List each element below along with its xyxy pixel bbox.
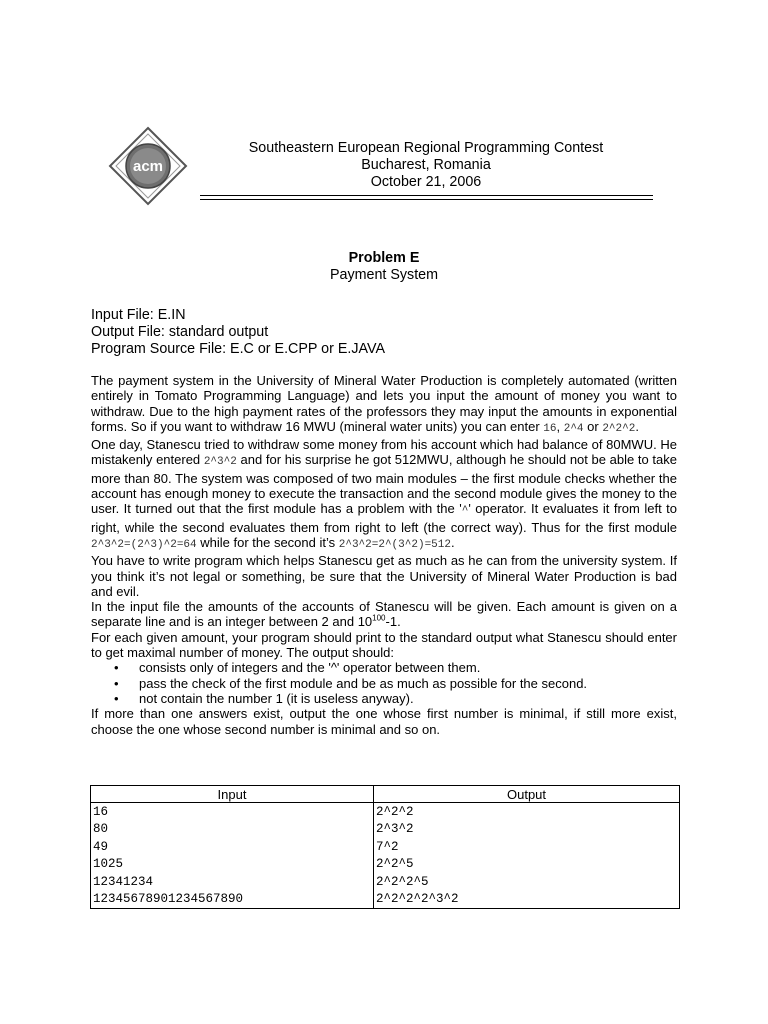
list-item: • not contain the number 1 (it is useless anyway). bbox=[91, 691, 677, 706]
output-cell: 7^2 bbox=[374, 838, 680, 856]
header-rule bbox=[200, 195, 653, 200]
paragraph-task: You have to write program which helps Stanescu get as much as he can from the university system. If you think it’s not legal or something, be sure that the University of Mineral Water Production is bad and evil. bbox=[91, 553, 677, 599]
paragraph-story: One day, Stanescu tried to withdraw some money from his account which had balance of 80MWU. He mistakenly entered 2^3^2 and for his surprise he got 512MWU, although he should not be able to take more than 80. The system was composed of two main modules – the first module checks whether the account has enough money to execute the transaction and the second module gives the money to the user. It turned out that the first module has a problem with the '^' operator. It evaluates it from left to right, while the second evaluates them from right to left (the correct way). Thus for the first module 2^3^2=(2^3)^2=64 while for the second it’s 2^3^2=2^(3^2)=512. bbox=[91, 437, 677, 551]
input-cell: 12341234 bbox=[91, 873, 374, 891]
contest-header bbox=[200, 140, 652, 191]
output-cell: 2^2^2^5 bbox=[374, 873, 680, 891]
output-cell: 2^3^2 bbox=[374, 821, 680, 839]
problem-title: Problem E bbox=[348, 250, 420, 266]
table-row bbox=[91, 856, 680, 874]
input-cell: 12345678901234567890 bbox=[91, 891, 374, 909]
output-cell: 2^2^2^2^3^2 bbox=[374, 891, 680, 909]
paragraph-output: For each given amount, your program should print to the standard output what Stanescu should enter to get maximal number of money. The output should: bbox=[91, 629, 677, 661]
table-row bbox=[91, 891, 680, 909]
file-info bbox=[91, 307, 385, 358]
output-file: Output File: standard output bbox=[91, 324, 269, 340]
input-cell: 16 bbox=[91, 803, 374, 821]
table-header-row bbox=[91, 786, 680, 803]
paragraph-input: In the input file the amounts of the accounts of Stanescu will be given. Each amount is given on a separate line and is an integer between 2 and $10^{100}-1$. bbox=[91, 599, 677, 630]
paragraph-tiebreak: If more than one answers exist, output the one whose first number is minimal, if still more exist, choose the one whose second number is minimal and so on. bbox=[91, 706, 677, 737]
list-item: • consists only of integers and the '^' operator between them. bbox=[91, 660, 677, 675]
table-row bbox=[91, 838, 680, 856]
paragraph-intro: The payment system in the University of Mineral Water Production is completely automated (written entirely in Tomato Programming Language) and lets you input the amount of money you want to withdraw. Due to the high payment rates of the professors they may input the amounts in exponential forms. So if you want to withdraw 16 MWU (mineral water units) you can enter 16, 2^4 or 2^2^2. bbox=[91, 373, 677, 435]
table-row bbox=[91, 821, 680, 839]
output-column-header: Output bbox=[374, 786, 680, 803]
input-column-header: Input bbox=[91, 786, 374, 803]
contest-location: Bucharest, Romania bbox=[361, 157, 491, 173]
table-row bbox=[91, 803, 680, 821]
output-cell: 2^2^2 bbox=[374, 803, 680, 821]
source-file: Program Source File: E.C or E.CPP or E.JAVA bbox=[91, 341, 385, 357]
acm-logo bbox=[108, 126, 188, 206]
contest-date: October 21, 2006 bbox=[370, 174, 482, 190]
list-item: • pass the check of the first module and be as much as possible for the second. bbox=[91, 676, 677, 691]
example-table bbox=[90, 785, 680, 909]
problem-statement bbox=[91, 373, 677, 737]
table-row bbox=[91, 873, 680, 891]
logo-text: acm bbox=[132, 158, 164, 175]
input-cell: 80 bbox=[91, 821, 374, 839]
problem-subtitle: Payment System bbox=[329, 267, 439, 283]
output-cell: 2^2^5 bbox=[374, 856, 680, 874]
input-cell: 49 bbox=[91, 838, 374, 856]
input-cell: 1025 bbox=[91, 856, 374, 874]
contest-name: Southeastern European Regional Programming Contest bbox=[248, 140, 604, 156]
output-rules-list bbox=[91, 660, 677, 706]
input-file: Input File: E.IN bbox=[91, 307, 186, 323]
